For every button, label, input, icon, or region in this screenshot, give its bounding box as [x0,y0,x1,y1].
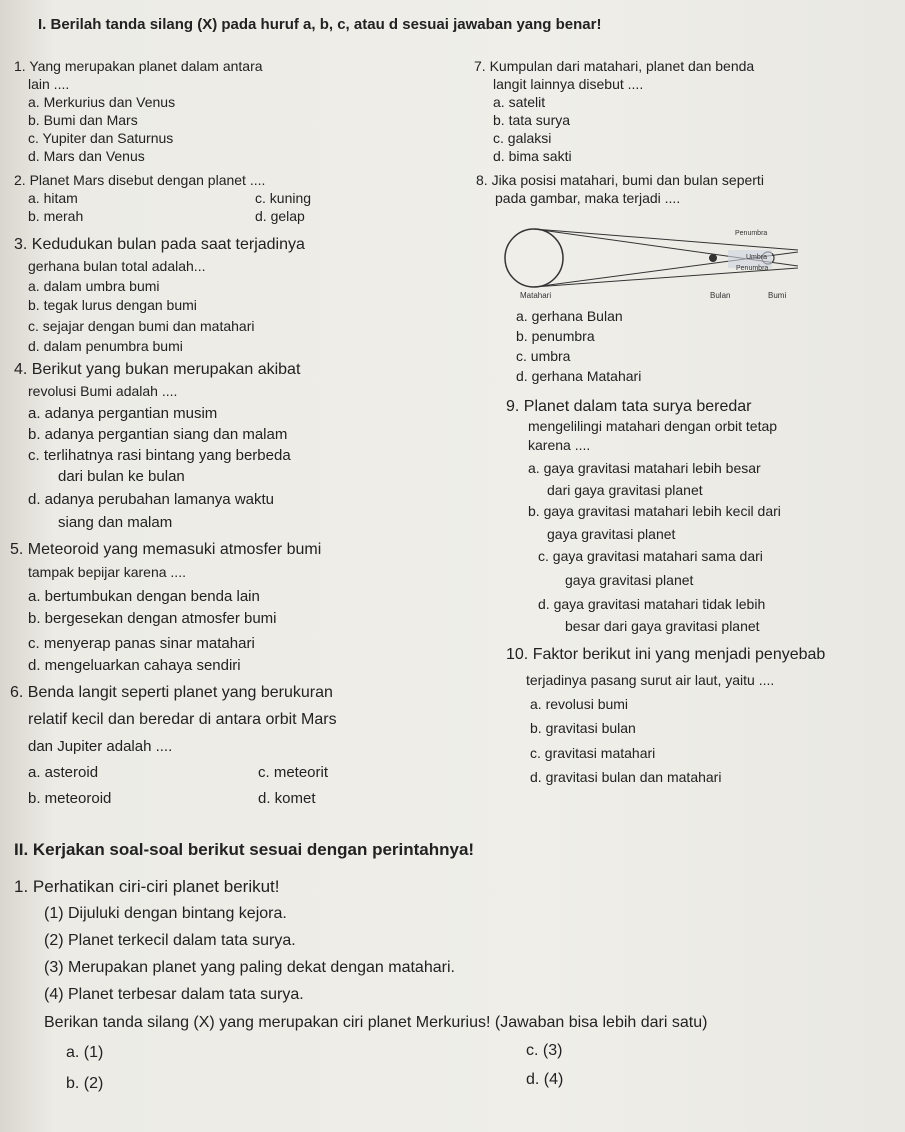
essay-1-item-3: (3) Merupakan planet yang paling dekat dengan matahari. [44,959,455,976]
q9-stem-cont-2: karena .... [528,437,591,453]
q8-option-c[interactable]: c. umbra [516,348,571,364]
q10-option-a[interactable]: a. revolusi bumi [530,696,629,712]
essay-1-item-1: (1) Dijuluki dengan bintang kejora. [44,905,287,922]
q5-stem-cont: tampak bepijar karena .... [28,564,186,580]
q6-option-b[interactable]: b. meteoroid [28,790,112,807]
q4-option-d[interactable]: d. adanya perubahan lamanya waktu [28,491,275,508]
label-moon: Bulan [710,291,731,300]
q10-option-d[interactable]: d. gravitasi bulan dan matahari [530,769,722,785]
q3-option-d[interactable]: d. dalam penumbra bumi [28,338,183,354]
q7-stem-cont: langit lainnya disebut .... [493,76,644,92]
q10-stem-cont: terjadinya pasang surut air laut, yaitu .... [526,672,775,688]
essay-1-stem: 1. Perhatikan ciri-ciri planet berikut! [14,877,280,896]
q10-option-b[interactable]: b. gravitasi bulan [530,720,636,736]
q1-option-c[interactable]: c. Yupiter dan Saturnus [28,130,174,146]
q5-option-b[interactable]: b. bergesekan dengan atmosfer bumi [28,610,277,627]
label-penumbra-top: Penumbra [735,230,768,237]
q2-option-a[interactable]: a. hitam [28,190,78,206]
essay-1-option-d[interactable]: d. (4) [526,1071,564,1088]
q8-option-a[interactable]: a. gerhana Bulan [516,308,623,324]
q3-stem-cont: gerhana bulan total adalah... [28,258,206,274]
q10-option-c[interactable]: c. gravitasi matahari [530,745,656,761]
q7-option-c[interactable]: c. galaksi [493,130,552,146]
moon-circle [709,254,717,262]
q9-option-d-cont: besar dari gaya gravitasi planet [565,618,760,634]
q8-option-b[interactable]: b. penumbra [516,328,595,344]
q9-stem-cont: mengelilingi matahari dengan orbit tetap [528,418,778,434]
q9-option-a[interactable]: a. gaya gravitasi matahari lebih besar [528,460,761,476]
q9-stem: 9. Planet dalam tata surya beredar [506,398,752,415]
q4-option-a[interactable]: a. adanya pergantian musim [28,405,218,422]
q6-stem: 6. Benda langit seperti planet yang berukuran [10,684,333,701]
q9-option-c-cont: gaya gravitasi planet [565,572,694,588]
q1-option-a[interactable]: a. Merkurius dan Venus [28,94,176,110]
q3-stem: 3. Kedudukan bulan pada saat terjadinya [14,236,305,253]
q4-stem: 4. Berikut yang bukan merupakan akibat [14,361,301,378]
q7-option-d[interactable]: d. bima sakti [493,148,572,164]
q2-stem: 2. Planet Mars disebut dengan planet .... [14,172,266,188]
eclipse-diagram [500,222,800,300]
q6-option-a[interactable]: a. asteroid [28,764,99,781]
q5-option-d[interactable]: d. mengeluarkan cahaya sendiri [28,657,241,674]
essay-1-option-c[interactable]: c. (3) [526,1042,563,1059]
label-umbra: Umbra [746,254,768,261]
q3-option-c[interactable]: c. sejajar dengan bumi dan matahari [28,318,255,334]
q3-option-a[interactable]: a. dalam umbra bumi [28,278,160,294]
label-sun: Matahari [520,291,552,300]
section-1-heading: I. Berilah tanda silang (X) pada huruf a, b, c, atau d sesuai jawaban yang benar! [38,16,602,33]
q4-stem-cont: revolusi Bumi adalah .... [28,383,178,399]
q1-option-d[interactable]: d. Mars dan Venus [28,148,145,164]
q7-stem: 7. Kumpulan dari matahari, planet dan benda [474,58,755,74]
q3-option-b[interactable]: b. tegak lurus dengan bumi [28,297,197,313]
q7-option-b[interactable]: b. tata surya [493,112,571,128]
q4-option-b[interactable]: b. adanya pergantian siang dan malam [28,426,288,443]
essay-1-option-b[interactable]: b. (2) [66,1075,104,1092]
q1-option-b[interactable]: b. Bumi dan Mars [28,112,138,128]
q9-option-d[interactable]: d. gaya gravitasi matahari tidak lebih [538,596,766,612]
q6-option-c[interactable]: c. meteorit [258,764,329,781]
q4-option-c[interactable]: c. terlihatnya rasi bintang yang berbeda [28,447,291,464]
label-earth: Bumi [768,291,787,300]
q5-option-c[interactable]: c. menyerap panas sinar matahari [28,635,255,652]
q6-option-d[interactable]: d. komet [258,790,316,807]
q8-stem-cont: pada gambar, maka terjadi .... [495,190,681,206]
q1-stem: 1. Yang merupakan planet dalam antara [14,58,263,74]
essay-1-item-2: (2) Planet terkecil dalam tata surya. [44,932,296,949]
q9-option-a-cont: dari gaya gravitasi planet [547,482,703,498]
q2-option-d[interactable]: d. gelap [255,208,305,224]
essay-1-instruction: Berikan tanda silang (X) yang merupakan ciri planet Merkurius! (Jawaban bisa lebih dari satu) [44,1014,708,1031]
section-2-heading: II. Kerjakan soal-soal berikut sesuai dengan perintahnya! [14,840,475,859]
essay-1-option-a[interactable]: a. (1) [66,1044,104,1061]
q2-option-c[interactable]: c. kuning [255,190,312,206]
q1-stem-cont: lain .... [28,76,70,92]
q6-stem-cont: relatif kecil dan beredar di antara orbit Mars [28,711,337,728]
q8-stem: 8. Jika posisi matahari, bumi dan bulan seperti [476,172,764,188]
q5-stem: 5. Meteoroid yang memasuki atmosfer bumi [10,541,322,558]
q10-stem: 10. Faktor berikut ini yang menjadi penyebab [506,646,826,663]
q8-option-d[interactable]: d. gerhana Matahari [516,368,642,384]
essay-1-item-4: (4) Planet terbesar dalam tata surya. [44,986,304,1003]
q5-option-a[interactable]: a. bertumbukan dengan benda lain [28,588,260,605]
sun-circle [505,229,563,287]
q9-option-b-cont: gaya gravitasi planet [547,526,676,542]
q7-option-a[interactable]: a. satelit [493,94,546,110]
q4-option-d-cont: siang dan malam [58,514,173,531]
q2-option-b[interactable]: b. merah [28,208,84,224]
q6-stem-cont-2: dan Jupiter adalah .... [28,738,173,755]
label-penumbra-bottom: Penumbra [736,265,769,272]
q9-option-b[interactable]: b. gaya gravitasi matahari lebih kecil dari [528,503,781,519]
q4-option-c-cont: dari bulan ke bulan [58,468,185,485]
q9-option-c[interactable]: c. gaya gravitasi matahari sama dari [538,548,763,564]
